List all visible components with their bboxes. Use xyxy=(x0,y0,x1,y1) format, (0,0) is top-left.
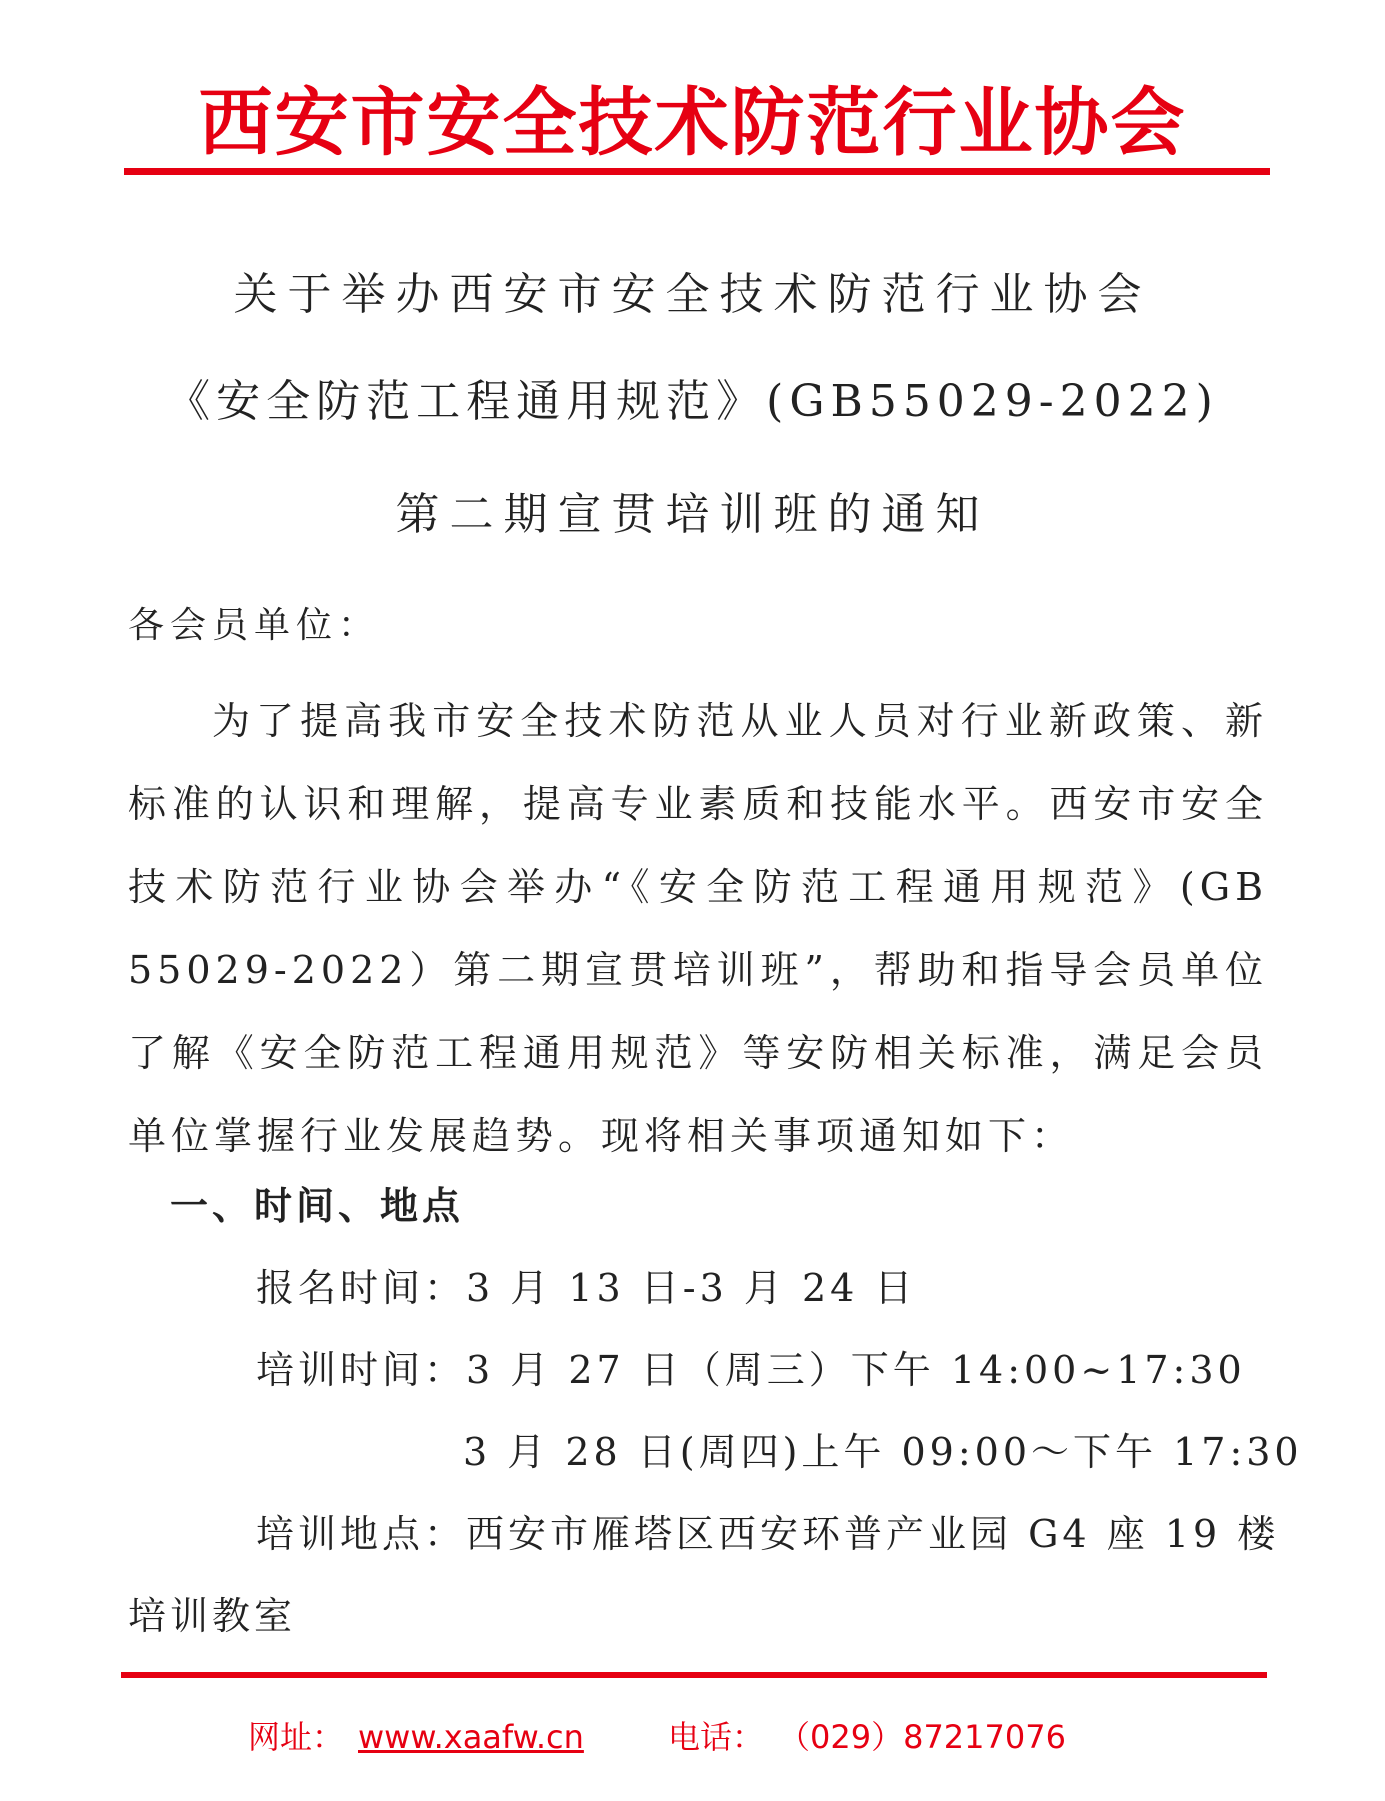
notice-title-line-1: 关于举办西安市安全技术防范行业协会 xyxy=(233,269,1152,320)
training-location-cont: 培训教室 xyxy=(128,1594,297,1638)
letterhead-rule-bottom xyxy=(121,1672,1267,1678)
letterhead-title: 西安市安全技术防范行业协会 xyxy=(198,80,1187,166)
notice-title-line-2: 《安全防范工程通用规范》(GB55029-2022) xyxy=(166,376,1219,427)
body-paragraph: 为了提高我市安全技术防范从业人员对行业新政策、新标准的认识和理解，提高专业素质和技能水平。西安市安全技术防范行业协会举办“《安全防范工程通用规范》(GB 55029-2022）第二期宣贯培训班”，帮助和指导会员单位了解《安全防范工程通用规范》等安防相关标准，满足会员单位掌握行业发展趋势。现将相关事项通知如下： xyxy=(128,699,1268,1158)
registration-time: 报名时间：3 月 13 日-3 月 24 日 xyxy=(256,1266,917,1310)
salutation: 各会员单位： xyxy=(128,605,381,646)
section-heading-time-location: 一、时间、地点 xyxy=(170,1184,465,1228)
training-time-day-2: 3 月 28 日(周四)上午 09:00～下午 17:30 xyxy=(463,1430,1303,1474)
footer-phone-label: 电话： xyxy=(668,1718,765,1756)
footer-phone-number: （029）87217076 xyxy=(778,1718,1066,1756)
training-time-day-1: 培训时间：3 月 27 日（周三）下午 14:00~17:30 xyxy=(256,1348,1246,1392)
training-location: 培训地点：西安市雁塔区西安环普产业园 G4 座 19 楼 xyxy=(256,1512,1280,1556)
footer-website-label: 网址： xyxy=(248,1718,345,1756)
letterhead-rule-top xyxy=(124,168,1270,175)
notice-title-line-3: 第二期宣贯培训班的通知 xyxy=(395,489,990,540)
footer-website-link[interactable]: www.xaafw.cn xyxy=(358,1718,584,1756)
